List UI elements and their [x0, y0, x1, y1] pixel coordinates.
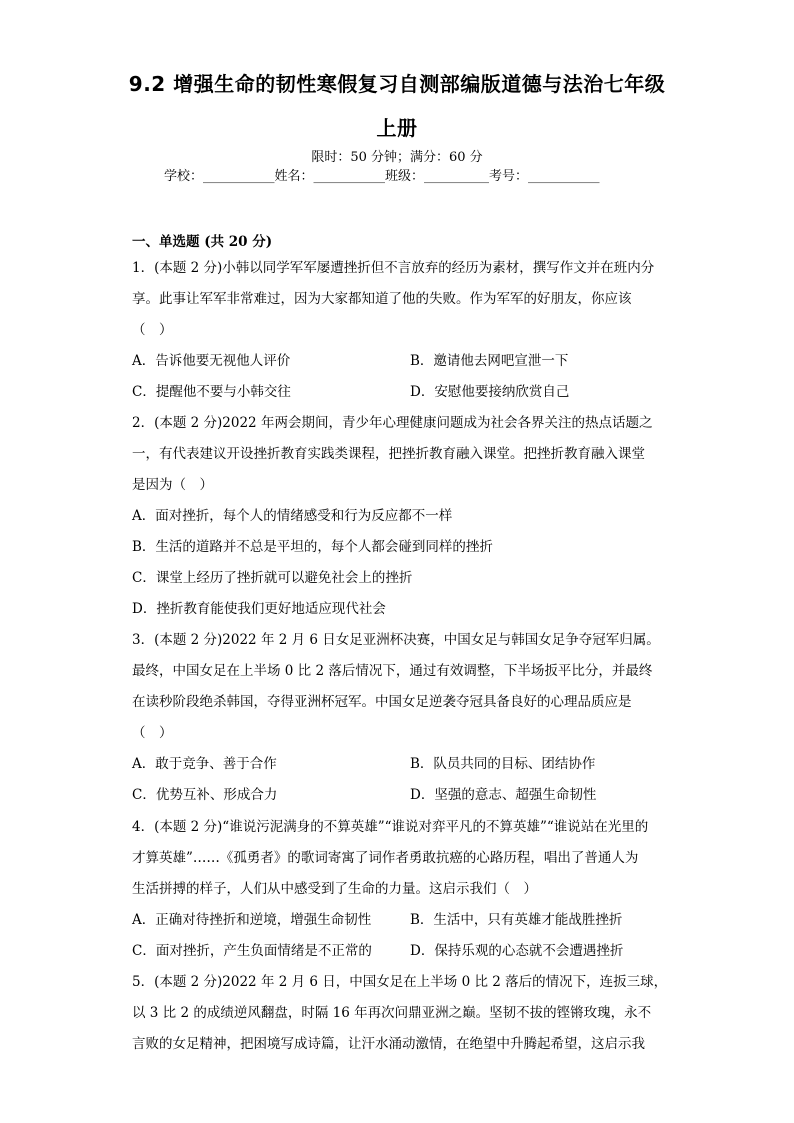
- question-4-line-2: 才算英雄”……《孤勇者》的歌词寄寓了词作者勇敢抗癌的心路历程，唱出了普通人为: [132, 850, 639, 866]
- question-4-line-1: 4．(本题 2 分)“谁说污泥满身的不算英雄”“谁说对弈平凡的不算英雄”“谁说站在光里的: [132, 819, 649, 835]
- question-1-option-a[interactable]: A．告诉他要无视他人评价: [132, 353, 291, 369]
- question-1-line-1: 1．(本题 2 分)小韩以同学军军屡遭挫折但不言放弃的经历为素材，撰写作文并在班内分: [132, 260, 655, 276]
- question-2-line-1: 2．(本题 2 分)2022 年两会期间，青少年心理健康问题成为社会各界关注的热点话题之: [132, 415, 653, 431]
- question-3-line-2: 最终，中国女足在上半场 0 比 2 落后情况下，通过有效调整，下半场扳平比分，并最终: [132, 663, 653, 679]
- question-1-line-2: 享。此事让军军非常难过，因为大家都知道了他的失败。作为军军的好朋友，你应该: [132, 291, 632, 307]
- question-4-option-b[interactable]: B．生活中，只有英雄才能战胜挫折: [410, 912, 623, 928]
- question-3-line-4: （ ）: [132, 725, 173, 741]
- question-2-option-c[interactable]: C．课堂上经历了挫折就可以避免社会上的挫折: [132, 570, 413, 586]
- question-1-line-3: （ ）: [132, 322, 173, 338]
- question-3-option-a[interactable]: A．敢于竞争、善于合作: [132, 756, 277, 772]
- question-2-option-b[interactable]: B．生活的道路并不总是平坦的，每个人都会碰到同样的挫折: [132, 539, 493, 555]
- student-info-fields: 学校：___________姓名：___________班级：__________考号：___________: [164, 169, 600, 184]
- question-1-option-c[interactable]: C．提醒他不要与小韩交往: [132, 384, 291, 400]
- question-4-line-3: 生活拼搏的样子，人们从中感受到了生命的力量。这启示我们（ ）: [132, 881, 537, 897]
- question-5-line-3: 言败的女足精神，把困境写成诗篇，让汗水涌动激情，在绝望中升腾起希望，这启示我: [132, 1036, 645, 1052]
- question-4-option-a[interactable]: A．正确对待挫折和逆境，增强生命韧性: [132, 912, 372, 928]
- question-2-line-3: 是因为（ ）: [132, 477, 213, 493]
- question-5-line-1: 5．(本题 2 分)2022 年 2 月 6 日，中国女足在上半场 0 比 2 落后的情况下，连扳三球，: [132, 974, 668, 990]
- question-4-option-d[interactable]: D．保持乐观的心态就不会遭遇挫折: [410, 943, 624, 959]
- question-2-option-d[interactable]: D．挫折教育能使我们更好地适应现代社会: [132, 601, 386, 617]
- question-5-line-2: 以 3 比 2 的成绩逆风翻盘，时隔 16 年再次问鼎亚洲之巅。坚韧不拔的铿锵玫瑰，永不: [132, 1005, 652, 1021]
- question-3-line-3: 在读秒阶段绝杀韩国，夺得亚洲杯冠军。中国女足逆袭夺冠具备良好的心理品质应是: [132, 694, 632, 710]
- time-score-limit: 限时：50 分钟；满分：60 分: [311, 150, 483, 165]
- question-4-option-c[interactable]: C．面对挫折，产生负面情绪是不正常的: [132, 943, 372, 959]
- page-title-line1: 9.2 增强生命的韧性寒假复习自测部编版道德与法治七年级: [128, 72, 666, 96]
- question-3-option-d[interactable]: D．坚强的意志、超强生命韧性: [410, 787, 597, 803]
- question-2-line-2: 一，有代表建议开设挫折教育实践类课程，把挫折教育融入课堂。把挫折教育融入课堂: [132, 446, 645, 462]
- page-title-line2: 上册: [376, 116, 418, 140]
- question-1-option-b[interactable]: B．邀请他去网吧宣泄一下: [410, 353, 569, 369]
- question-3-line-1: 3．(本题 2 分)2022 年 2 月 6 日女足亚洲杯决赛，中国女足与韩国女足争夺冠军归属。: [132, 632, 660, 648]
- question-3-option-c[interactable]: C．优势互补、形成合力: [132, 787, 278, 803]
- question-2-option-a[interactable]: A．面对挫折，每个人的情绪感受和行为反应都不一样: [132, 508, 453, 524]
- question-3-option-b[interactable]: B．队员共同的目标、团结协作: [410, 756, 596, 772]
- question-1-option-d[interactable]: D．安慰他要接纳欣赏自己: [410, 384, 570, 400]
- section-heading: 一、单选题 (共 20 分): [132, 234, 273, 250]
